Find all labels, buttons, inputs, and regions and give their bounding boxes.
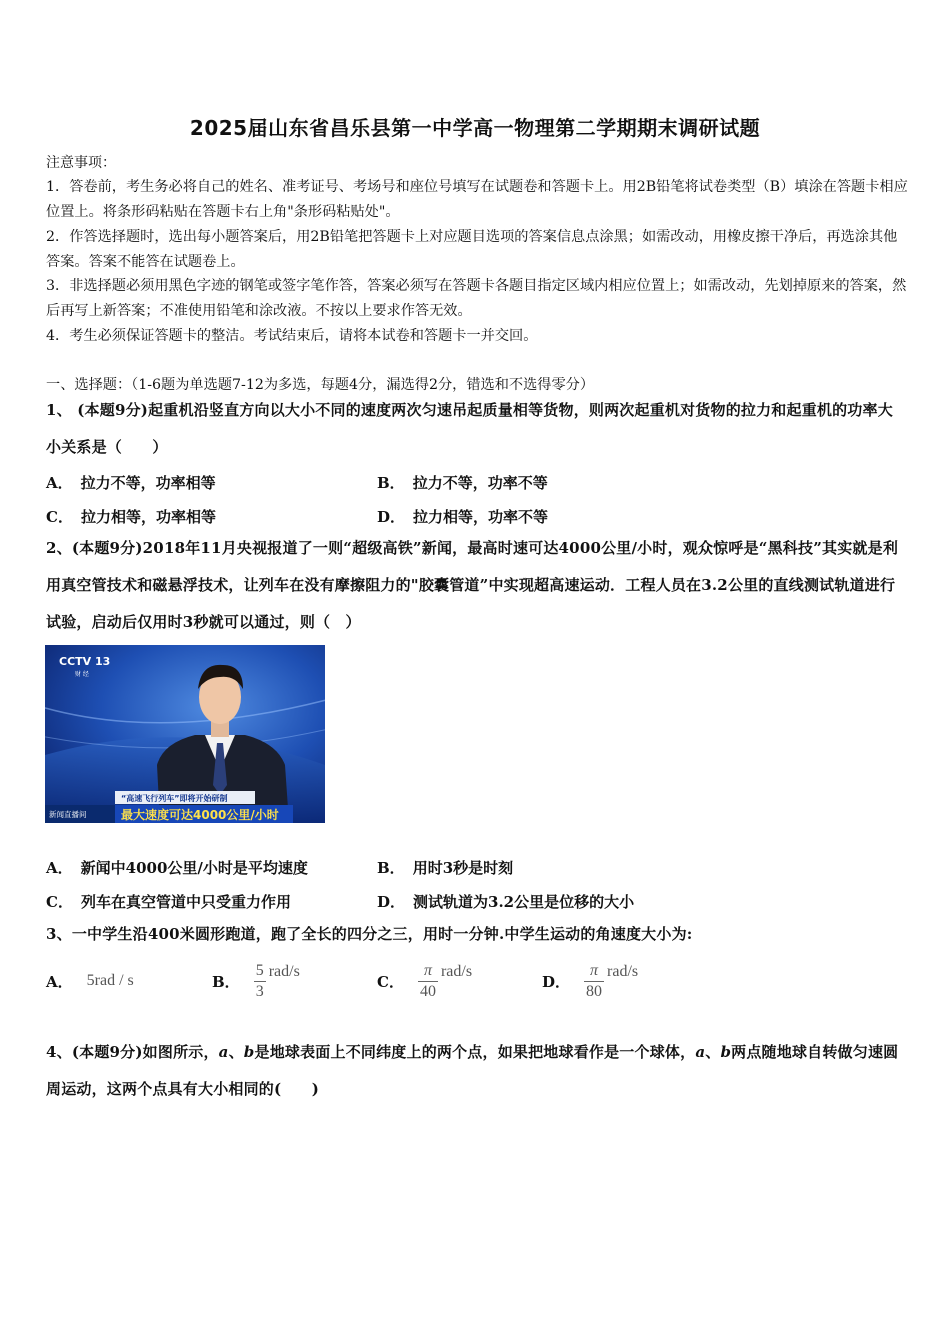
question-3-stem: 3、一中学生沿400米圆形跑道，跑了全长的四分之三，用时一分钟.中学生运动的角速度大小为: <box>46 925 693 943</box>
question-1-option-b <box>377 472 548 493</box>
point-b-label: b <box>720 1043 732 1061</box>
fraction-denominator: 3 <box>255 982 264 1000</box>
option-text: 拉力相等，功率不等 <box>413 508 549 526</box>
option-value <box>584 961 638 1002</box>
option-key: C． <box>46 893 73 911</box>
option-text: 测试轨道为3.2公里是位移的大小 <box>413 893 635 911</box>
question-3-option-a <box>46 955 134 1007</box>
option-key: A． <box>46 474 73 492</box>
stem-part: 、 <box>228 1043 244 1061</box>
option-text: 用时3秒是时刻 <box>412 859 514 877</box>
question-4-stem <box>46 1034 908 1108</box>
stem-part: 两点随地球自转做匀速圆周运动，这两个点具有大小相同的( ) <box>46 1043 899 1098</box>
option-text: 拉力相等，功率相等 <box>80 508 216 526</box>
stem-part: 4、(本题9分)如图所示， <box>46 1043 219 1061</box>
option-text: 列车在真空管道中只受重力作用 <box>80 893 291 911</box>
question-1-option-c <box>46 506 216 527</box>
option-value <box>254 961 300 1002</box>
option-key: B． <box>377 859 405 877</box>
unit: rad/s <box>607 963 639 980</box>
option-text: 拉力不等，功率相等 <box>80 474 216 492</box>
cctv-logo: CCTV 13 <box>59 655 111 668</box>
notice-item-3: 3．非选择题必须用黑色字迹的钢笔或签字笔作答，答案必须写在答题卡各题目指定区域内相应位置上；如需改动，先划掉原来的答案，然后再写上新答案；不准使用铅笔和涂改液。不按以上要求作答无效。 <box>46 278 907 319</box>
option-key: A． <box>46 972 73 991</box>
notice-item-1: 1．答卷前，考生务必将自己的姓名、准考证号、考场号和座位号填写在试题卷和答题卡上。用2B铅笔将试卷类型（B）填涂在答题卡相应位置上。将条形码粘贴在答题卡右上角"条形码粘贴处"。 <box>46 179 908 220</box>
point-a-label: a <box>695 1043 706 1061</box>
stem-part: 是地球表面上不同纬度上的两个点，如果把地球看作是一个球体， <box>254 1043 696 1061</box>
point-a-label: a <box>218 1043 229 1061</box>
notice-item-2: 2．作答选择题时，选出每小题答案后，用2B铅笔把答题卡上对应题目选项的答案信息点涂黑；如需改动，用橡皮擦干净后，再选涂其他答案。答案不能答在试题卷上。 <box>46 229 898 270</box>
option-key: B． <box>212 972 240 991</box>
fraction-denominator: 40 <box>419 982 436 1000</box>
cctv-logo-subtitle: 财 经 <box>75 671 89 678</box>
option-key: D． <box>377 508 406 526</box>
question-2-option-c <box>46 891 291 912</box>
option-key: C． <box>46 508 73 526</box>
option-text: 新闻中4000公里/小时是平均速度 <box>80 859 308 877</box>
fraction <box>418 961 438 1002</box>
question-3-option-c <box>377 955 472 1007</box>
question-2-stem: 2、(本题9分)2018年11月央视报道了一则“超级高铁”新闻，最高时速可达4000公里/小时，观众惊呼是“黑科技”其实就是利用真空管技术和磁悬浮技术，让列车在没有摩擦阻力的"胶囊管道”中实现超高速运动．工程人员在3.2公里的直线测试轨道进行试验，启动后仅用时3秒就可以通过，则（ ） <box>46 539 899 631</box>
question-2-option-d <box>377 891 634 912</box>
option-value <box>418 961 472 1002</box>
caption-main: 最大速度可达4000公里/小时 <box>121 808 279 822</box>
fraction <box>254 961 266 1002</box>
fraction <box>584 961 604 1002</box>
fraction-numerator: 5 <box>255 961 264 979</box>
page-title: 2025届山东省昌乐县第一中学高一物理第二学期期末调研试题 <box>189 116 761 140</box>
stem-part: 、 <box>705 1043 721 1061</box>
question-2-option-a <box>46 857 308 878</box>
news-broadcast-photo <box>45 645 325 823</box>
option-key: B． <box>377 474 405 492</box>
option-text: 拉力不等，功率不等 <box>412 474 548 492</box>
notice-heading: 注意事项： <box>46 155 116 171</box>
option-key: D． <box>377 893 406 911</box>
section-heading: 一、选择题：（1-6题为单选题7-12为多选，每题4分，漏选得2分，错选和不选得零分） <box>46 377 595 393</box>
option-value: 5rad / s <box>86 972 134 989</box>
fraction-denominator: 80 <box>586 982 603 1000</box>
notice-item-4: 4．考生必须保证答题卡的整洁。考试结束后，请将本试卷和答题卡一并交回。 <box>46 328 538 344</box>
unit: rad/s <box>440 963 473 980</box>
option-key: D． <box>542 972 571 991</box>
caption-tag: 新闻直播间 <box>49 810 87 819</box>
caption-subtitle: “高速飞行列车”即将开始研制 <box>121 794 228 803</box>
option-key: C． <box>377 972 404 991</box>
fraction-numerator: π <box>590 961 599 979</box>
question-3-option-b <box>212 955 300 1007</box>
point-b-label: b <box>243 1043 255 1061</box>
fraction-numerator: π <box>423 961 432 979</box>
option-key: A． <box>46 859 73 877</box>
question-1-option-d <box>377 506 548 527</box>
question-3-option-d <box>542 955 638 1007</box>
unit: rad/s <box>268 963 300 980</box>
question-1-option-a <box>46 472 216 493</box>
question-1-stem: 1、 (本题9分)起重机沿竖直方向以大小不同的速度两次匀速吊起质量相等货物，则两次起重机对货物的拉力和起重机的功率大小关系是（ ） <box>46 401 893 456</box>
question-2-option-b <box>377 857 513 878</box>
